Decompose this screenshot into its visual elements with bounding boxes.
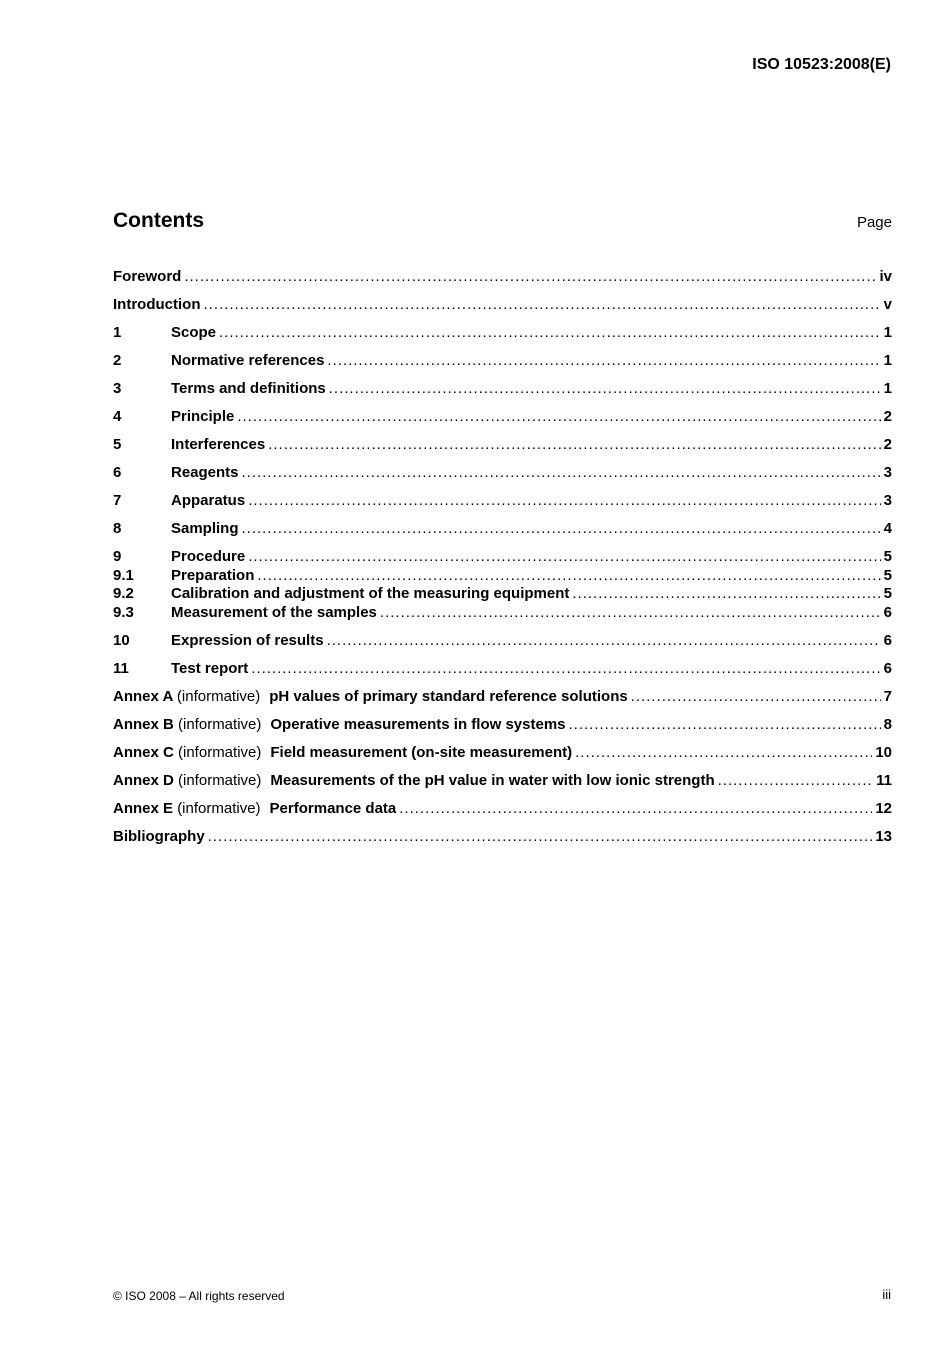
dot-leader: [242, 520, 881, 539]
toc-entry-label: Principle: [171, 408, 235, 425]
toc-entry-number: 9.2: [113, 585, 134, 602]
toc-entry-label: Procedure: [171, 548, 246, 565]
dot-leader: [203, 296, 880, 315]
toc-entry-number: 5: [113, 436, 122, 453]
contents-title: Contents: [113, 209, 204, 232]
toc-entry-page: 1: [883, 324, 892, 341]
toc-entry-page: 5: [883, 566, 892, 584]
toc-entry-page: 2: [883, 436, 892, 453]
toc-entry-page: 5: [883, 548, 892, 565]
dot-leader: [327, 352, 880, 371]
annex-id: Annex D: [113, 771, 174, 789]
annex-prefix: [113, 772, 270, 791]
toc-entry-label: Expression of results: [171, 631, 324, 649]
dot-leader: [569, 716, 881, 735]
toc-entry[interactable]: [113, 632, 892, 651]
dot-leader: [257, 567, 880, 586]
toc-entry-label: Scope: [171, 324, 217, 341]
toc-entry-label: Calibration and adjustment of the measuring equipment: [171, 585, 570, 602]
dot-leader: [575, 744, 872, 763]
bibliography-label: Bibliography: [113, 827, 205, 845]
dot-leader: [380, 604, 881, 623]
dot-leader: [219, 324, 881, 343]
toc-entry-page: 2: [883, 408, 892, 425]
annex-id: Annex C: [113, 743, 174, 761]
toc-entry[interactable]: [113, 352, 892, 371]
toc-entry-page: 6: [883, 631, 892, 649]
dot-leader: [329, 380, 881, 399]
annex-page: 11: [876, 771, 892, 789]
annex-type: (informative): [178, 715, 262, 733]
toc-entry-label: Apparatus: [171, 492, 246, 509]
dot-leader: [251, 660, 880, 679]
dot-leader: [242, 464, 881, 483]
toc-entry-number: 10: [113, 631, 130, 649]
dot-leader: [718, 772, 874, 791]
toc-entry[interactable]: [113, 604, 892, 623]
annex-type: (informative): [178, 771, 262, 789]
dot-leader: [327, 632, 881, 651]
toc-entry-page: iv: [879, 268, 892, 285]
toc-entry[interactable]: [113, 464, 892, 483]
toc-entry[interactable]: [113, 548, 892, 567]
dot-leader: [248, 492, 880, 511]
copyright-notice: © ISO 2008 – All rights reserved: [113, 1289, 285, 1303]
annex-id: Annex E: [113, 799, 174, 817]
annex-entry[interactable]: [113, 772, 892, 791]
annex-page: 7: [883, 687, 892, 705]
toc-entry-page: v: [883, 296, 892, 313]
annex-title: Performance data: [269, 799, 397, 817]
toc-entry-number: 8: [113, 520, 122, 537]
toc-entry-label: Foreword: [113, 268, 182, 285]
toc-entry-number: 7: [113, 492, 122, 509]
page-number: iii: [882, 1287, 891, 1302]
annex-type: (informative): [177, 799, 261, 817]
annex-title: pH values of primary standard reference solutions: [269, 687, 628, 705]
annex-type: (informative): [178, 743, 262, 761]
toc-entry-number: 9: [113, 548, 122, 565]
toc-entry-label: Introduction: [113, 296, 201, 313]
table-of-contents: [113, 268, 892, 846]
dot-leader: [184, 268, 876, 287]
toc-entry-page: 3: [883, 492, 892, 509]
toc-entry-label: Interferences: [171, 436, 266, 453]
toc-entry[interactable]: [113, 436, 892, 455]
toc-entry-label: Terms and definitions: [171, 380, 326, 397]
toc-entry[interactable]: [113, 660, 892, 679]
toc-entry-label: Test report: [171, 659, 249, 677]
toc-entry[interactable]: [113, 296, 892, 315]
page-column-label: Page: [856, 214, 892, 231]
toc-entry-number: 6: [113, 464, 122, 481]
toc-entry-label: Preparation: [171, 566, 255, 584]
bibliography-page: 13: [875, 827, 892, 845]
dot-leader: [572, 585, 880, 604]
annex-id: Annex A: [113, 687, 173, 705]
toc-entry-number: 4: [113, 408, 122, 425]
annex-page: 8: [883, 715, 892, 733]
annex-title: Measurements of the pH value in water with low ionic strength: [270, 771, 715, 789]
dot-leader: [268, 436, 880, 455]
dot-leader: [631, 688, 881, 707]
toc-entry-label: Measurement of the samples: [171, 603, 377, 621]
toc-entry-page: 6: [883, 603, 892, 621]
toc-entry-number: 2: [113, 352, 122, 369]
toc-entry-number: 9.3: [113, 603, 134, 621]
toc-entry-page: 5: [883, 585, 892, 602]
toc-entry-page: 3: [883, 464, 892, 481]
toc-entry-page: 1: [883, 352, 892, 369]
toc-entry[interactable]: [113, 492, 892, 511]
annex-prefix: [113, 800, 270, 819]
contents-title-row: [113, 209, 892, 233]
annex-entry[interactable]: [113, 716, 892, 735]
bibliography-entry[interactable]: [113, 828, 892, 847]
annex-id: Annex B: [113, 715, 174, 733]
annex-prefix: [113, 716, 270, 735]
annex-prefix: [113, 688, 269, 707]
toc-entry-page: 1: [883, 380, 892, 397]
toc-entry-page: 4: [883, 520, 892, 537]
annex-prefix: [113, 744, 270, 763]
annex-entry[interactable]: [113, 688, 892, 707]
dot-leader: [208, 828, 873, 847]
annex-entry[interactable]: [113, 744, 892, 763]
annex-page: 10: [875, 743, 892, 761]
toc-entry-label: Normative references: [171, 352, 325, 369]
toc-entry[interactable]: [113, 324, 892, 343]
toc-entry[interactable]: [113, 585, 892, 604]
toc-entry-label: Reagents: [171, 464, 239, 481]
annex-entry[interactable]: [113, 800, 892, 819]
toc-entry-number: 9.1: [113, 566, 134, 584]
toc-entry[interactable]: [113, 380, 892, 399]
toc-entry-page: 6: [883, 659, 892, 677]
annex-page: 12: [875, 799, 892, 817]
toc-entry[interactable]: [113, 567, 892, 586]
annex-type: (informative): [176, 687, 261, 705]
document-id: ISO 10523:2008(E): [752, 56, 891, 73]
dot-leader: [248, 548, 880, 567]
toc-entry-number: 1: [113, 324, 122, 341]
toc-entry-number: 11: [113, 659, 129, 677]
annex-title: Operative measurements in flow systems: [270, 715, 566, 733]
dot-leader: [237, 408, 880, 427]
toc-entry[interactable]: [113, 520, 892, 539]
annex-title: Field measurement (on-site measurement): [270, 743, 573, 761]
toc-entry[interactable]: [113, 408, 892, 427]
dot-leader: [399, 800, 872, 819]
toc-entry-number: 3: [113, 380, 122, 397]
toc-entry-label: Sampling: [171, 520, 239, 537]
toc-entry[interactable]: [113, 268, 892, 287]
